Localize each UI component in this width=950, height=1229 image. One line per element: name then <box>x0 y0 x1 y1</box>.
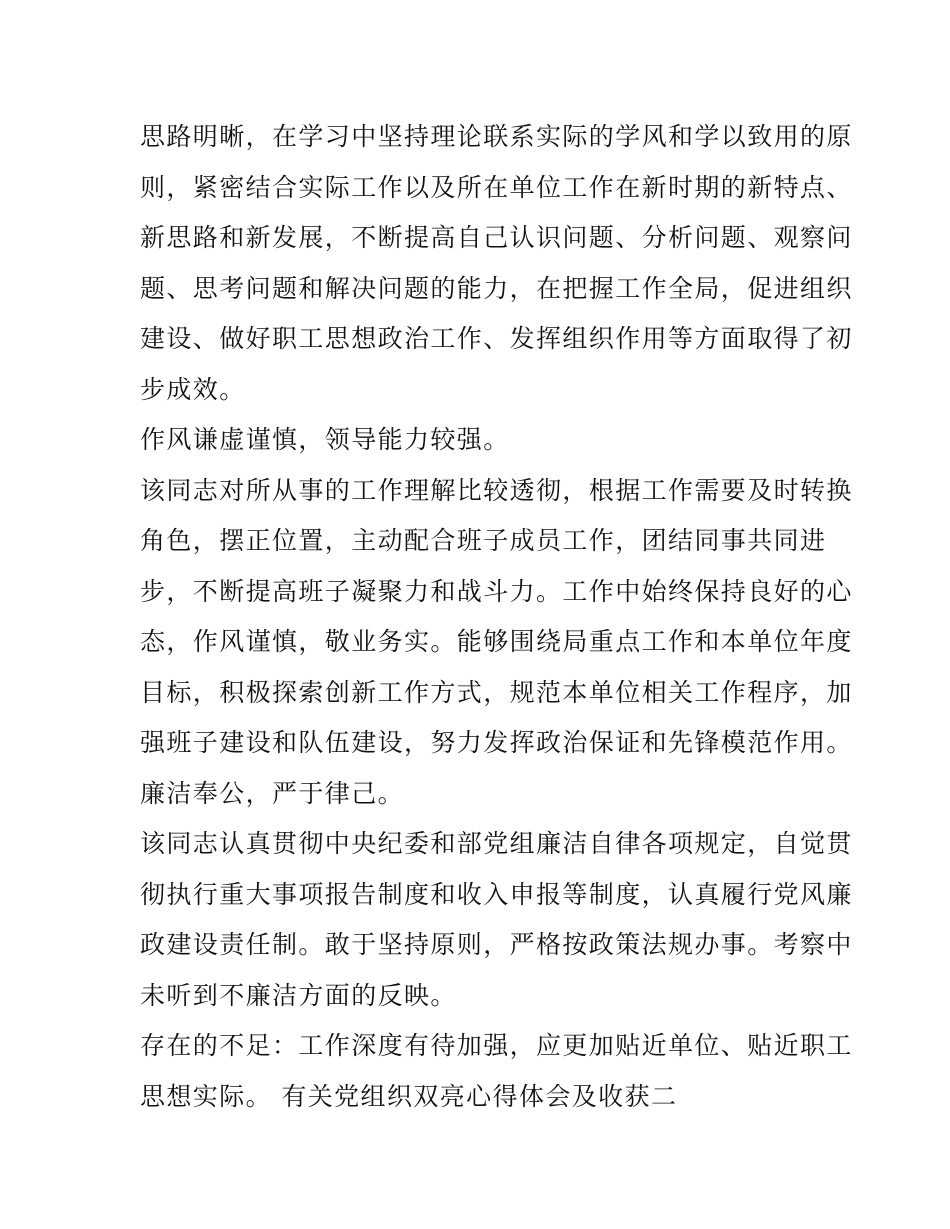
text-line: 未听到不廉洁方面的反映。 <box>140 980 457 1010</box>
text-line: 该同志认真贯彻中央纪委和部党组廉洁自律各项规定，自觉贯 <box>140 829 853 858</box>
text-line: 存在的不足：工作深度有待加强，应更加贴近单位、贴近职工 <box>140 1031 853 1060</box>
text-line: 思路明晰，在学习中坚持理论联系实际的学风和学以致用的原 <box>140 122 853 151</box>
text-line: 强班子建设和队伍建设，努力发挥政治保证和先锋模范作用。 <box>140 728 853 757</box>
text-line: 政建设责任制。敢于坚持原则，严格按政策法规办事。考察中 <box>140 930 853 959</box>
text-line: 新思路和新发展，不断提高自己认识问题、分析问题、观察问 <box>140 223 853 252</box>
text-line: 思想实际。 有关党组织双亮心得体会及收获二 <box>140 1081 678 1111</box>
heading-work-style <box>140 415 812 466</box>
text-line: 彻执行重大事项报告制度和收入申报等制度，认真履行党风廉 <box>140 879 853 909</box>
text-line: 建设、做好职工思想政治工作、发挥组织作用等方面取得了初 <box>140 324 853 353</box>
paragraph-integrity <box>140 819 853 1021</box>
text-line: 态，作风谨慎，敬业务实。能够围绕局重点工作和本单位年度 <box>140 627 853 656</box>
text-line: 题、思考问题和解决问题的能力，在把握工作全局，促进组织 <box>140 273 853 303</box>
text-line: 步成效。 <box>140 374 246 404</box>
text-line: 目标，积极探索创新工作方式，规范本单位相关工作程序，加 <box>140 677 853 707</box>
text-line: 该同志对所从事的工作理解比较透彻，根据工作需要及时转换 <box>140 475 853 505</box>
paragraph-thinking-clarity <box>140 112 853 415</box>
text-line: 则，紧密结合实际工作以及所在单位工作在新时期的新特点、 <box>140 172 853 202</box>
text-line: 角色，摆正位置，主动配合班子成员工作，团结同事共同进 <box>140 526 827 555</box>
section-heading: 作风谦虚谨慎，领导能力较强。 <box>140 425 510 454</box>
heading-integrity <box>140 769 812 820</box>
text-line: 步，不断提高班子凝聚力和战斗力。工作中始终保持良好的心 <box>140 576 853 606</box>
document-page <box>140 112 853 1122</box>
paragraph-work-style <box>140 466 853 769</box>
section-heading: 廉洁奉公，严于律己。 <box>140 778 405 808</box>
paragraph-shortcomings <box>140 1021 853 1122</box>
